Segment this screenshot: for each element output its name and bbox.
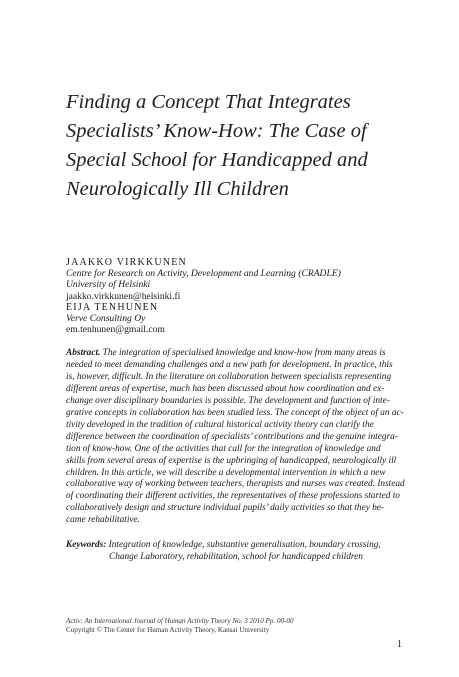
- abstract-line: needed to meet demanding challenges and a new path for development. In practice, this: [66, 359, 393, 370]
- title-line: Specialists’ Know-How: The Case of: [66, 120, 367, 142]
- abstract-line: skills from several areas of expertise is the upbringing of handicapped, neurologically ill: [66, 455, 397, 466]
- keywords-label: Keywords:: [66, 540, 107, 550]
- abstract-line: grative concepts in collaboration has been studied less. The concept of the object of an ac-: [66, 407, 404, 418]
- abstract-first-line: The integration of specialised knowledge and know-how from many areas is: [100, 348, 386, 358]
- title-line: Special School for Handicapped and: [66, 149, 368, 171]
- author-affiliation: Centre for Research on Activity, Development and Learning (CRADLE): [66, 268, 341, 280]
- keywords-line: [66, 540, 397, 552]
- author-block: [66, 257, 406, 335]
- abstract-line: children. In this article, we will describe a developmental intervention in which a new: [66, 467, 386, 478]
- abstract-line: difference between the coordination of specialists’ contributions and the genuine integra-: [66, 431, 398, 442]
- page-footer: [66, 617, 406, 636]
- author-email: em.tenhunen@gmail.com: [66, 324, 165, 336]
- abstract-line: change over disciplinary boundaries is possible. The development and function of inte-: [66, 395, 390, 406]
- author-affiliation: Verve Consulting Oy: [66, 313, 146, 325]
- abstract-line: [66, 348, 397, 360]
- page-number: 1: [397, 639, 402, 650]
- author-affiliation: University of Helsinki: [66, 279, 151, 291]
- article-title: [66, 88, 426, 204]
- author-name: JAAKKO VIRKKUNEN: [66, 257, 187, 268]
- abstract-line: collaborative way of working between teachers, therapists and nurses was created. Instead: [66, 479, 405, 490]
- keywords-line: Change Laboratory, rehabilitation, school for handicapped children: [109, 551, 363, 562]
- journal-citation: Activ: An International Journal of Human Activity Theory No. 3 2010 Pp. 00-00: [66, 617, 294, 625]
- title-line: Finding a Concept That Integrates: [66, 91, 351, 113]
- abstract: [66, 348, 405, 527]
- abstract-line: different areas of expertise, much has been discussed about how coordination and ex-: [66, 383, 385, 394]
- abstract-line: of coordinating their different activities, the representatives of these professions started to: [66, 491, 400, 502]
- keywords: [66, 540, 397, 564]
- abstract-line: is, however, difficult. In the literature on collaboration between specialists representing: [66, 371, 392, 382]
- copyright-notice: Copyright © The Center for Human Activity Theory, Kansai University: [66, 626, 270, 635]
- abstract-line: collaboratively design and structure individual pupils’ daily activities so that they be-: [66, 503, 385, 514]
- abstract-line: tivity developed in the tradition of cultural historical activity theory can clarify the: [66, 419, 374, 430]
- abstract-line: tion of know-how. One of the activities that call for the integration of knowledge and: [66, 443, 381, 454]
- author-name: EIJA TENHUNEN: [66, 301, 159, 313]
- abstract-label: Abstract.: [66, 348, 101, 358]
- abstract-line: came rehabilitative.: [66, 515, 141, 526]
- author-email: jaakko.virkkunen@helsinki.fi: [66, 290, 181, 302]
- title-line: Neurologically Ill Children: [66, 178, 289, 200]
- keywords-first-line: Integration of knowledge, substantive generalisation, boundary crossing,: [106, 540, 381, 550]
